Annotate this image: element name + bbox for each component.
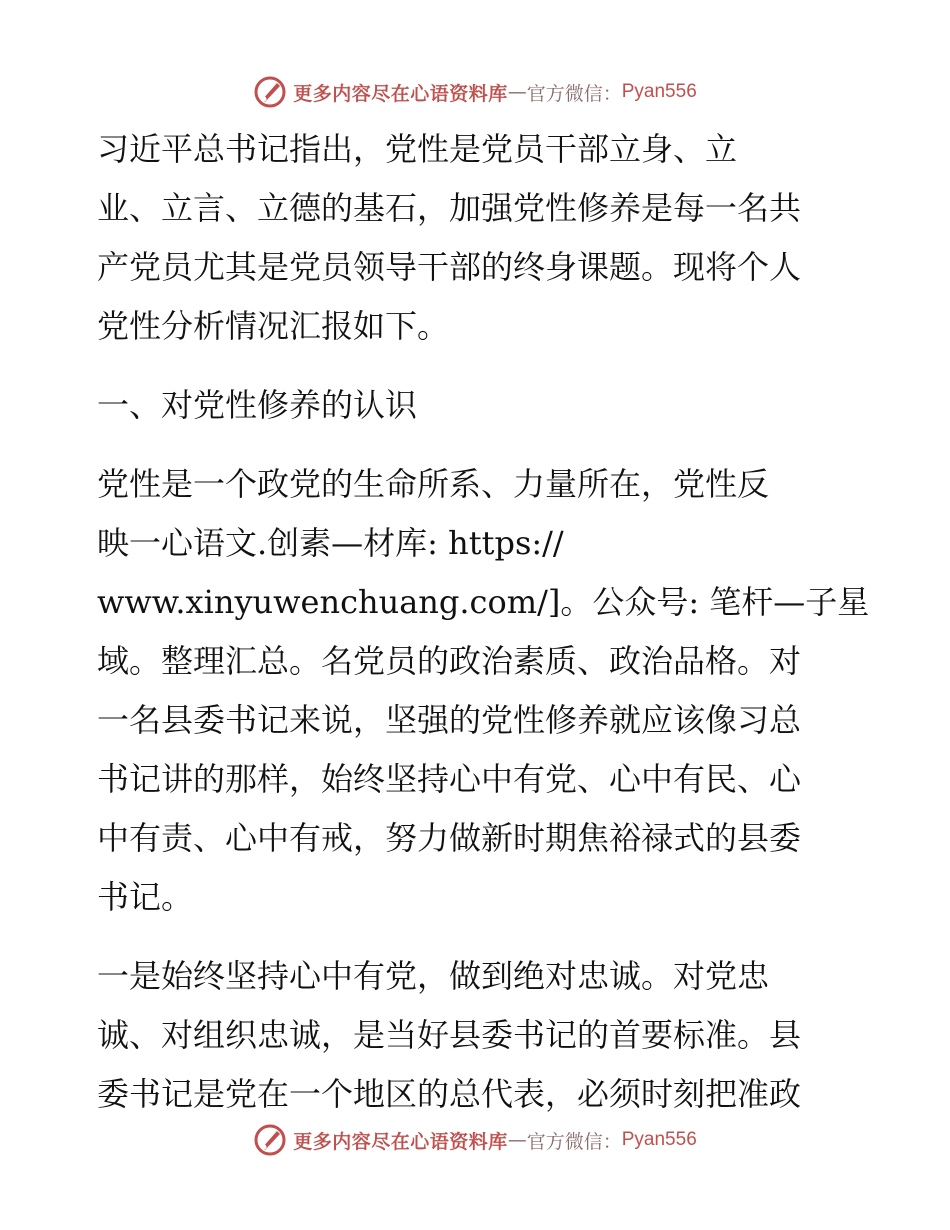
quill-logo-icon	[253, 1123, 287, 1157]
paragraph-loyalty	[97, 947, 857, 1124]
section-heading	[97, 376, 857, 435]
watermark-dash: —	[507, 81, 527, 103]
text-line: 产党员尤其是党员领导干部的终身课题。现将个人	[97, 248, 802, 286]
header-watermark	[0, 72, 950, 112]
watermark-wechat-id: Pyan556	[621, 81, 697, 102]
paragraph-intro	[97, 120, 857, 356]
watermark-dash: —	[507, 1129, 527, 1151]
text-line: 党性分析情况汇报如下。	[97, 307, 450, 345]
text-line: 诚、对组织忠诚，是当好县委书记的首要标准。县	[97, 1016, 802, 1054]
text-line: 中有责、心中有戒，努力做新时期焦裕禄式的县委	[97, 819, 802, 857]
text-line: 党性是一个政党的生命所系、力量所在，党性反	[97, 465, 770, 503]
watermark-wechat-id: Pyan556	[621, 1129, 697, 1150]
text-line: 一是始终坚持心中有党，做到绝对忠诚。对党忠	[97, 957, 770, 995]
text-line: 委书记是党在一个地区的总代表，必须时刻把准政	[97, 1075, 802, 1113]
watermark-main-text: 更多内容尽在心语资料库	[293, 1130, 508, 1153]
heading-line: 一、对党性修养的认识	[97, 386, 418, 424]
text-line: 域。整理汇总。名党员的政治素质、政治品格。对	[97, 642, 802, 680]
document-body	[97, 120, 870, 1124]
text-line: 书记。	[97, 878, 194, 916]
watermark-main-text: 更多内容尽在心语资料库	[293, 82, 508, 105]
text-line: www.xinyuwenchuang.com/]。公众号: 笔杆—子星	[97, 583, 870, 621]
text-line: 业、立言、立德的基石，加强党性修养是每一名共	[97, 189, 802, 227]
text-line: 书记讲的那样，始终坚持心中有党、心中有民、心	[97, 760, 802, 798]
watermark-sub-text: 官方微信：	[526, 82, 622, 105]
quill-logo-icon	[253, 75, 287, 109]
text-line: 映一心语文.创素—材库: https://	[97, 524, 564, 562]
watermark-sub-text: 官方微信：	[526, 1130, 622, 1153]
text-line: 习近平总书记指出，党性是党员干部立身、立	[97, 130, 738, 168]
text-line: 一名县委书记来说，坚强的党性修养就应该像习总	[97, 701, 802, 739]
footer-watermark	[0, 1120, 950, 1160]
paragraph-party-spirit	[97, 455, 870, 927]
